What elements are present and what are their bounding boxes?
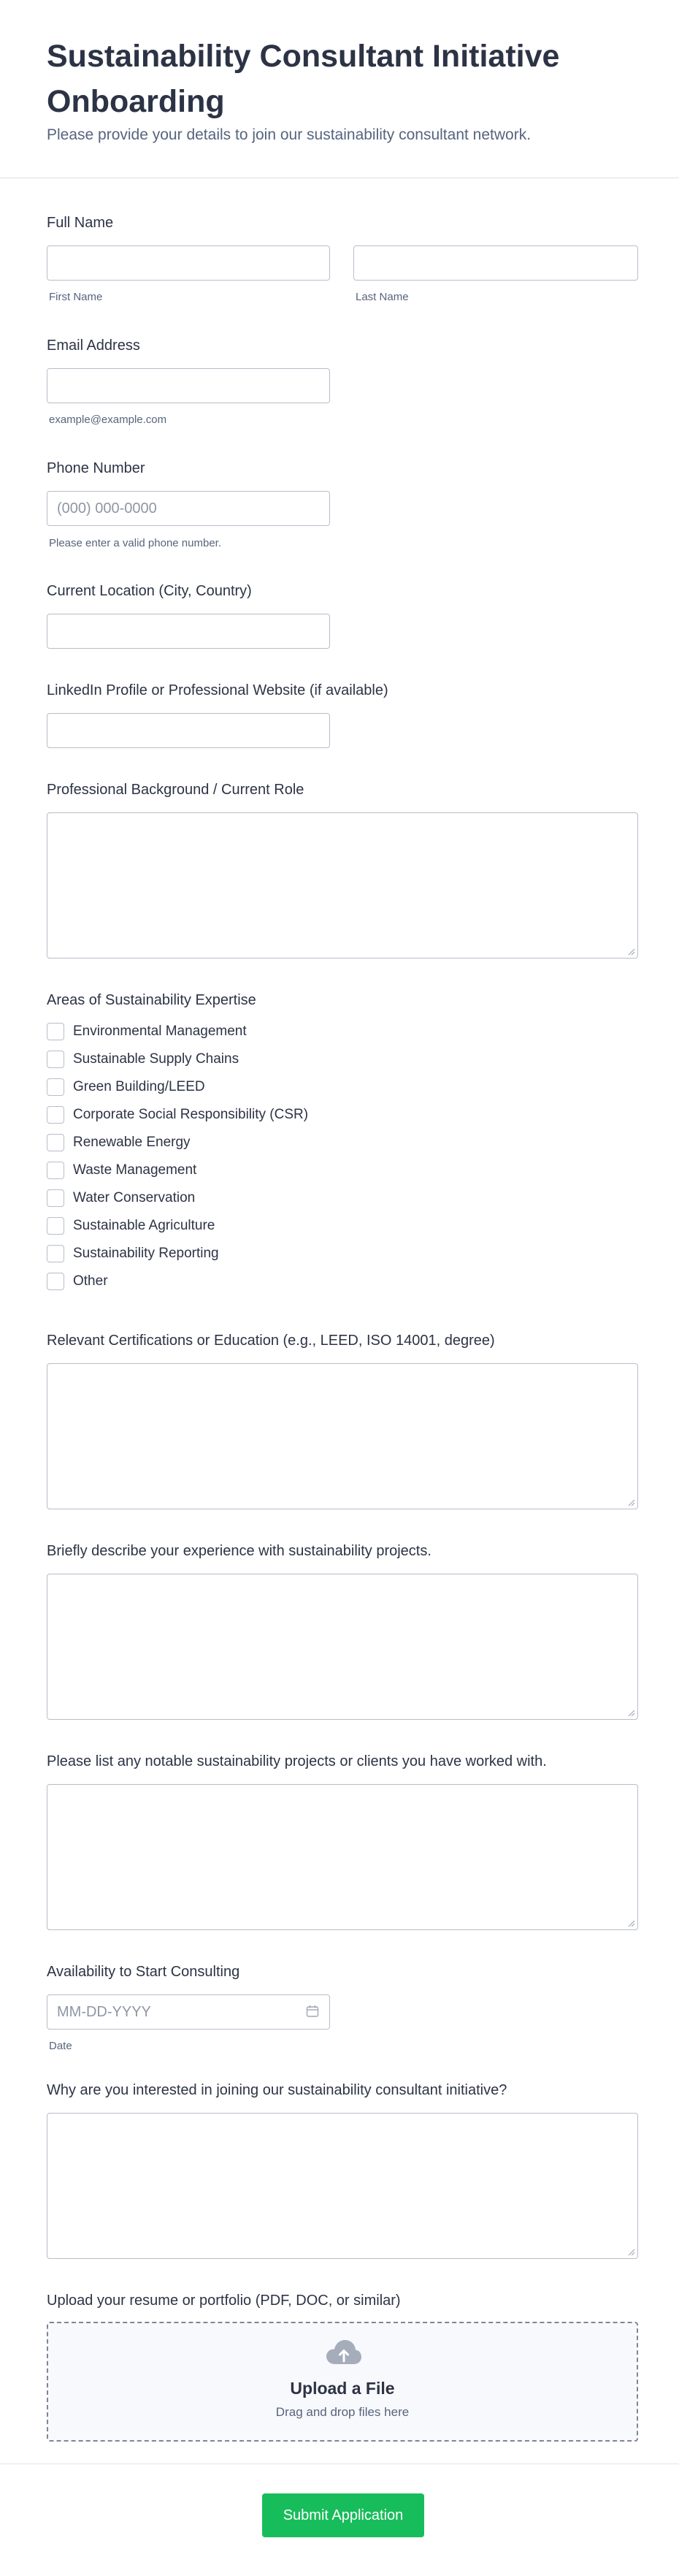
background-field bbox=[47, 780, 638, 960]
email-sublabel: example@example.com bbox=[49, 414, 167, 426]
last-name-sublabel: Last Name bbox=[356, 291, 409, 303]
upload-hint: Drag and drop files here bbox=[275, 2405, 410, 2419]
phone-input[interactable] bbox=[47, 491, 330, 526]
checkbox[interactable] bbox=[47, 1051, 64, 1068]
checkbox-label: Corporate Social Responsibility (CSR) bbox=[73, 1107, 309, 1122]
projects-label: Please list any notable sustainability projects or clients you have worked with. bbox=[47, 1753, 547, 1769]
upload-field bbox=[47, 2291, 638, 2444]
phone-sublabel: Please enter a valid phone number. bbox=[49, 537, 221, 549]
checkbox-label: Waste Management bbox=[73, 1162, 197, 1178]
certifications-field bbox=[47, 1331, 638, 1511]
location-label: Current Location (City, Country) bbox=[47, 583, 252, 599]
full-name-field bbox=[47, 213, 638, 301]
email-field bbox=[47, 336, 638, 424]
resize-grip-icon[interactable] bbox=[626, 1498, 635, 1506]
experience-textarea[interactable] bbox=[47, 1574, 638, 1720]
interest-textarea[interactable] bbox=[47, 2113, 638, 2259]
certifications-label: Relevant Certifications or Education (e.g., LEED, ISO 14001, degree) bbox=[47, 1333, 495, 1349]
expertise-field bbox=[47, 991, 638, 1297]
location-input[interactable] bbox=[47, 614, 330, 649]
form-footer bbox=[0, 2463, 679, 2576]
checkbox[interactable] bbox=[47, 1134, 64, 1151]
linkedin-field bbox=[47, 681, 638, 750]
interest-field bbox=[47, 2081, 638, 2260]
experience-field bbox=[47, 1542, 638, 1721]
background-textarea[interactable] bbox=[47, 812, 638, 959]
resize-grip-icon[interactable] bbox=[626, 1708, 635, 1717]
resize-grip-icon[interactable] bbox=[626, 947, 635, 956]
upload-label: Upload your resume or portfolio (PDF, DOC, or similar) bbox=[47, 2293, 401, 2309]
checkbox-label: Sustainable Supply Chains bbox=[73, 1051, 239, 1067]
last-name-input[interactable] bbox=[353, 245, 638, 281]
first-name-sublabel: First Name bbox=[49, 291, 103, 303]
expertise-label: Areas of Sustainability Expertise bbox=[47, 992, 256, 1008]
checkbox[interactable] bbox=[47, 1245, 64, 1262]
location-field bbox=[47, 582, 638, 650]
checkbox-label: Sustainability Reporting bbox=[73, 1246, 219, 1261]
cloud-upload-icon bbox=[326, 2339, 362, 2367]
calendar-icon[interactable] bbox=[306, 2005, 319, 2018]
checkbox-label: Green Building/LEED bbox=[73, 1079, 205, 1094]
checkbox-label: Environmental Management bbox=[73, 1024, 247, 1039]
linkedin-label: LinkedIn Profile or Professional Website (if available) bbox=[47, 682, 388, 698]
availability-field bbox=[47, 1962, 638, 2050]
resize-grip-icon[interactable] bbox=[626, 1918, 635, 1927]
projects-textarea[interactable] bbox=[47, 1784, 638, 1930]
checkbox-label: Water Conservation bbox=[73, 1190, 196, 1205]
resize-grip-icon[interactable] bbox=[626, 2247, 635, 2256]
linkedin-input[interactable] bbox=[47, 713, 330, 748]
projects-field bbox=[47, 1752, 638, 1932]
experience-label: Briefly describe your experience with sustainability projects. bbox=[47, 1543, 431, 1559]
submit-button[interactable]: Submit Application bbox=[262, 2493, 424, 2537]
checkbox[interactable] bbox=[47, 1023, 64, 1040]
date-input[interactable] bbox=[47, 1994, 330, 2030]
checkbox[interactable] bbox=[47, 1273, 64, 1290]
checkbox[interactable] bbox=[47, 1162, 64, 1179]
checkbox-label: Sustainable Agriculture bbox=[73, 1218, 215, 1233]
phone-field bbox=[47, 459, 638, 549]
form-header bbox=[0, 0, 679, 178]
checkbox-label: Renewable Energy bbox=[73, 1135, 191, 1150]
upload-title: Upload a File bbox=[290, 2379, 395, 2398]
upload-dropzone[interactable] bbox=[47, 2322, 638, 2442]
email-label: Email Address bbox=[47, 338, 140, 354]
full-name-label: Full Name bbox=[47, 215, 114, 231]
certifications-textarea[interactable] bbox=[47, 1363, 638, 1509]
background-label: Professional Background / Current Role bbox=[47, 782, 304, 798]
interest-label: Why are you interested in joining our sustainability consultant initiative? bbox=[47, 2082, 507, 2098]
availability-label: Availability to Start Consulting bbox=[47, 1964, 240, 1980]
date-sublabel: Date bbox=[49, 2040, 72, 2052]
email-input[interactable] bbox=[47, 368, 330, 403]
checkbox[interactable] bbox=[47, 1106, 64, 1124]
form-subtitle: Please provide your details to join our sustainability consultant network. bbox=[47, 126, 532, 143]
form-title: Sustainability Consultant Initiative Onboarding bbox=[47, 39, 560, 119]
date-placeholder: MM-DD-YYYY bbox=[57, 2004, 151, 2020]
checkbox[interactable] bbox=[47, 1189, 64, 1207]
first-name-input[interactable] bbox=[47, 245, 330, 281]
phone-label: Phone Number bbox=[47, 460, 145, 476]
checkbox-label: Other bbox=[73, 1273, 108, 1289]
checkbox[interactable] bbox=[47, 1217, 64, 1235]
checkbox[interactable] bbox=[47, 1078, 64, 1096]
phone-placeholder: (000) 000-0000 bbox=[57, 500, 157, 517]
